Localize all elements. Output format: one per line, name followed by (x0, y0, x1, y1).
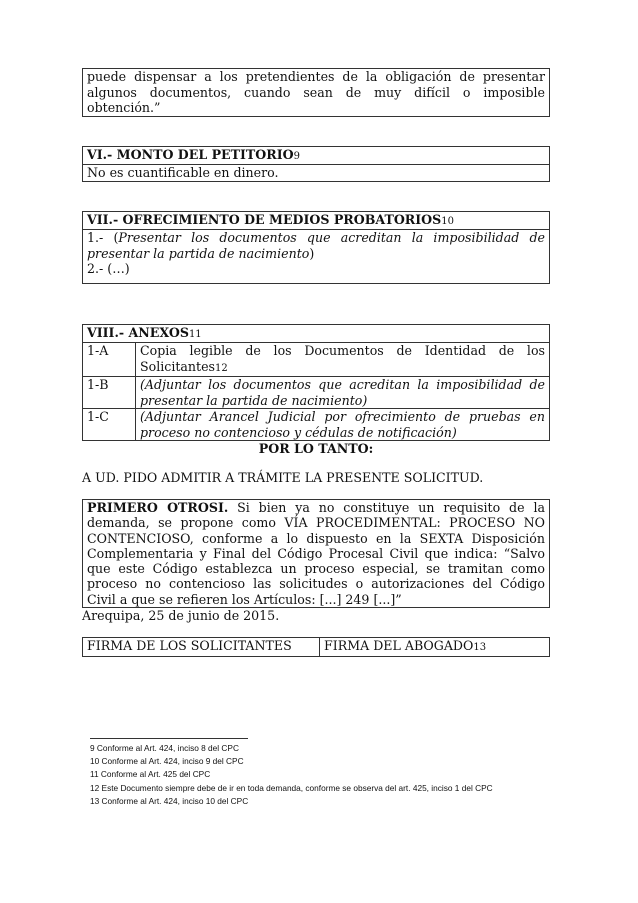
footnote-ref-13: 13 (473, 642, 487, 654)
section-anexos-title: VIII.- ANEXOS (87, 324, 189, 340)
table-row (83, 409, 550, 441)
otrosi-paragraph (83, 500, 549, 607)
footnote-item: 11 Conforme al Art. 425 del CPC (90, 769, 211, 780)
footnotes (90, 742, 560, 808)
place-date: Arequipa, 25 de junio de 2015. (82, 608, 280, 624)
medios-item-1-prefix: 1.- ( (87, 230, 119, 245)
section-monto-title: VI.- MONTO DEL PETITORIO (87, 146, 294, 162)
section-medios-probatorios (82, 211, 550, 284)
section-monto-petitorio (82, 146, 550, 182)
otrosi-label: PRIMERO OTROSI. (87, 500, 229, 515)
section-medios-title: VII.- OFRECIMIENTO DE MEDIOS PROBATORIOS (87, 211, 442, 227)
anexo-code: 1-A (83, 343, 136, 377)
section-monto-content: No es cuantificable en dinero. (83, 164, 549, 181)
medios-item-1-text: Presentar los documentos que acreditan la imposibilidad de presentar la partida de nacimiento (87, 230, 545, 261)
anexo-text (136, 343, 550, 377)
footnote-item: 9 Conforme al Art. 424, inciso 8 del CPC (90, 743, 239, 753)
signature-solicitantes: FIRMA DE LOS SOLICITANTES (83, 638, 320, 657)
medios-item-2: 2.- (…) (87, 261, 130, 276)
section-monto-title-row (83, 147, 549, 165)
anexo-text: (Adjuntar Arancel Judicial por ofrecimiento de pruebas en proceso no contencioso y cédulas de notificación) (136, 409, 550, 441)
signatures-table (82, 637, 550, 657)
footnote-ref-10: 10 (441, 215, 454, 227)
table-row (83, 377, 550, 409)
footnote-item: 12 Este Documento siempre debe de ir en toda demanda, conforme se observa del art. 425, inciso 1 del CPC (90, 782, 493, 793)
quote-continuation-box (82, 68, 550, 117)
table-row (83, 638, 550, 657)
section-anexos-title-box (82, 324, 550, 344)
medios-item-1-suffix: ) (309, 245, 315, 261)
document-page (82, 68, 550, 657)
section-medios-title-row (83, 212, 549, 230)
quote-continuation-text: puede dispensar a los pretendientes de la obligación de presentar algunos documentos, cuando sean de muy difícil o imposible obtención.” (87, 69, 545, 115)
table-row (83, 343, 550, 377)
otrosi-text: Si bien ya no constituye un requisito de la demanda, se propone como VÍA PROCEDIMENTAL: PROCESO NO CONTENCIOSO, conforme a lo dispuesto en la SEXTA Disposición Complementaria y Final del Código Procesal Civil que indica: “Salvo que este Código establezca un proceso especial, se tramitan como proceso no contencioso las solicitudes o autorizaciones del Código Civil a que se refieren los Artículos: [...] 249 [...]” (87, 500, 545, 607)
section-anexos-title-row (83, 325, 549, 343)
signature-abogado-label: FIRMA DEL ABOGADO (324, 638, 474, 654)
anexos-table (82, 342, 550, 441)
footnote-ref-9: 9 (293, 150, 300, 162)
footnote-item: 10 Conforme al Art. 424, inciso 9 del CPC (90, 756, 244, 767)
request-line: A UD. PIDO ADMITIR A TRÁMITE LA PRESENTE SOLICITUD. (82, 470, 484, 485)
anexo-code: 1-B (83, 377, 136, 409)
footnote-ref-12: 12 (215, 362, 228, 374)
anexo-text: (Adjuntar los documentos que acreditan la imposibilidad de presentar la partida de nacimiento) (136, 377, 550, 409)
signature-abogado (320, 638, 550, 657)
footnote-item: 13 Conforme al Art. 424, inciso 10 del CPC (90, 795, 249, 806)
anexo-code: 1-C (83, 409, 136, 441)
footnote-ref-11: 11 (188, 328, 202, 340)
por-lo-tanto-heading: POR LO TANTO: (258, 441, 374, 456)
medios-item-1 (83, 229, 549, 261)
otrosi-box (82, 499, 550, 608)
anexo-text-1a: Copia legible de los Documentos de Identidad de los Solicitantes (140, 343, 545, 374)
footnote-separator (90, 738, 248, 739)
